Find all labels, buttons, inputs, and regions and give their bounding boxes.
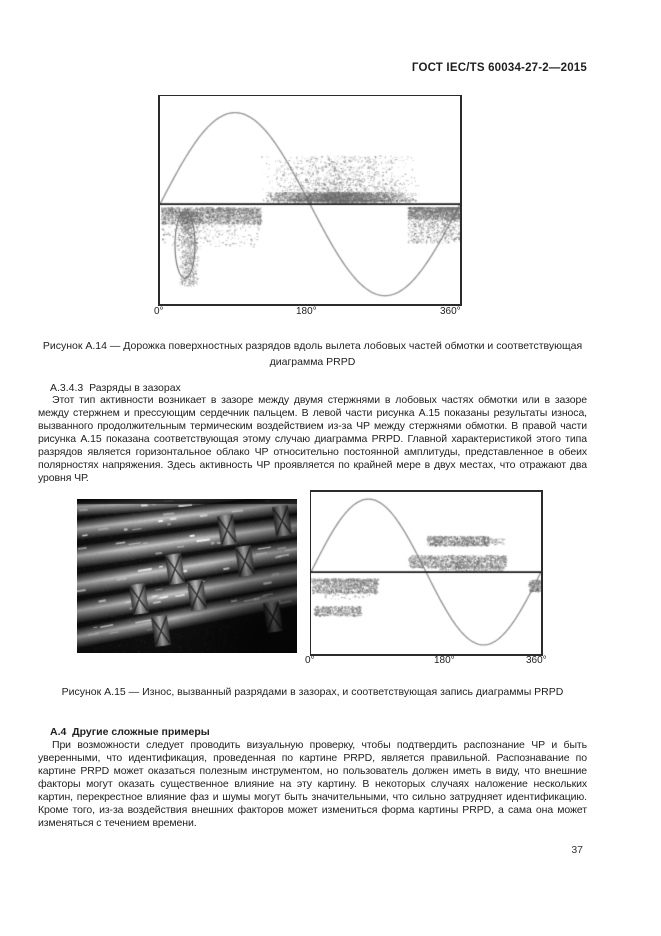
page-number: 37	[571, 844, 583, 856]
a14-xtick-0: 0°	[154, 306, 164, 317]
a15-xtick-0: 0°	[305, 655, 315, 666]
section-a343-heading: А.3.4.3 Разряды в зазорах	[50, 382, 181, 394]
a15-xtick-180: 180°	[434, 655, 455, 666]
prpd-canvas-a15	[311, 492, 541, 654]
section-a4-heading: А.4 Другие сложные примеры	[50, 726, 210, 738]
prpd-canvas-a14	[160, 96, 460, 304]
a15-xtick-360: 360°	[526, 655, 547, 666]
figure-a14-prpd-diagram	[158, 95, 462, 306]
photo-canvas-a15	[77, 499, 297, 653]
figure-a15-prpd-diagram	[310, 490, 543, 656]
section-a4-paragraph: При возможности следует проводить визуальную проверку, чтобы подтвердить распознание ЧР и быть уверенными, что идентификация, проведенная по картине PRPD, является правильной. Распознавание по картине PRPD может оказаться полезным инструментом, но пользователь должен иметь в виду, что внешние факторы могут оказать существенное влияние на эту картину. В некоторых случаях наложение нескольких картин, перекрестное влияние фаз и шумы могут быть значительными, что сильно затрудняет идентификацию. Кроме того, из-за воздействия внешних факторов может измениться форма картины PRPD, а сама она может изменяться с течением времени.	[38, 739, 587, 829]
winding-wear-photo	[77, 499, 297, 653]
figure-a14-caption: Рисунок А.14 — Дорожка поверхностных разрядов вдоль вылета лобовых частей обмотки и соответствующая диаграмма PRPD	[42, 340, 583, 368]
a14-xtick-360: 360°	[440, 306, 461, 317]
figure-a15-caption: Рисунок А.15 — Износ, вызванный разрядами в зазорах, и соответствующая запись диаграммы PRPD	[61, 686, 564, 698]
section-a343-paragraph: Этот тип активности возникает в зазоре между двумя стержнями в лобовых частях обмотки или в зазоре между стержнем и прессующим сердечник пальцем. В левой части рисунка А.15 показаны результаты износа, вызванного продолжительным термическим воздействием из-за ЧР между стержнями обмотки. В правой части рисунка А.15 показана соответствующая этому случаю диаграмма PRPD. Главной характеристикой этого типа разрядов является горизонтальное облако ЧР относительно постоянной амплитуды, представленное в обеих полярностях напряжения. Здесь активность ЧР проявляется по крайней мере в двух местах, что отражают два уровня ЧР.	[38, 394, 587, 484]
a14-xtick-180: 180°	[296, 306, 317, 317]
page-header: ГОСТ IEC/TS 60034-27-2—2015	[411, 62, 587, 74]
